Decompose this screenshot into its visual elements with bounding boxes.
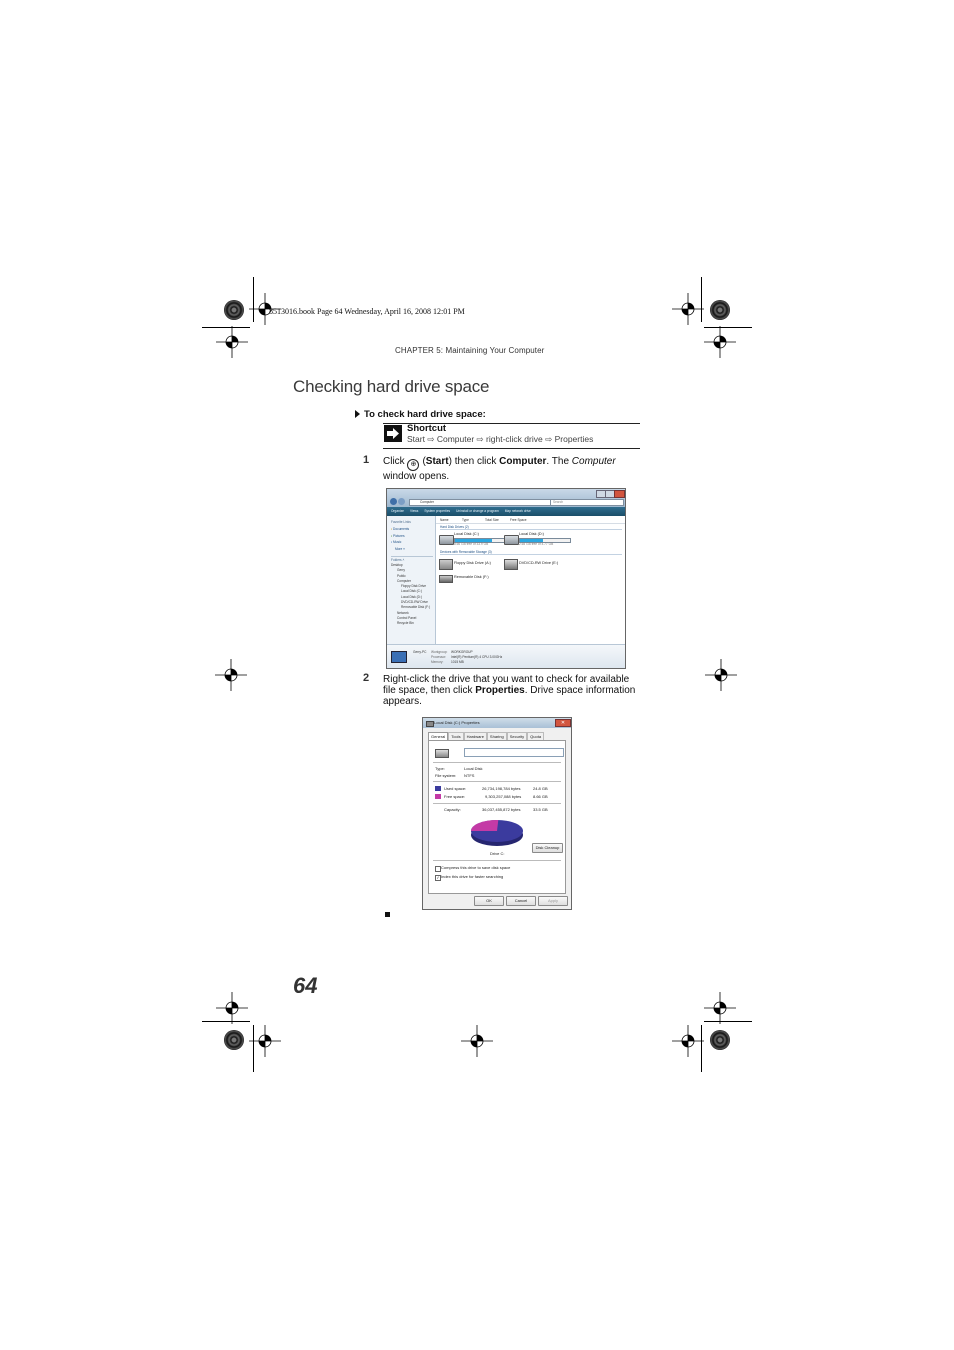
floppy-drive-name: Floppy Disk Drive (A:): [454, 561, 491, 565]
step-1-part: window opens.: [383, 471, 450, 482]
favorite-links-title: Favorite Links: [391, 520, 411, 524]
used-space-gb: 24.8 GB: [533, 786, 548, 791]
index-label: Index this drive for faster searching: [441, 874, 504, 879]
volume-label-input[interactable]: [464, 748, 564, 757]
explorer-toolbar: [387, 507, 625, 516]
processor-label: Processor:: [431, 655, 447, 659]
back-button[interactable]: [390, 498, 397, 505]
toolbar-map-network-drive[interactable]: Map network drive: [504, 509, 531, 513]
tree-item[interactable]: Computer: [397, 578, 411, 583]
search-placeholder: Search: [553, 500, 564, 504]
hard-drive-icon: [439, 535, 454, 545]
arrow-right-icon: [384, 425, 402, 442]
used-space-label: Used space:: [444, 786, 467, 791]
tab-quota[interactable]: Quota: [527, 732, 544, 740]
column-headers: [436, 518, 625, 524]
floppy-drive-icon: [439, 559, 453, 570]
tree-item[interactable]: Public: [397, 573, 406, 578]
content-pane: [436, 516, 625, 644]
removable-disk-name: Removable Disk (F:): [454, 575, 489, 579]
divider: [433, 803, 561, 804]
tree-item[interactable]: DVD/CD-RW Drive: [401, 600, 428, 605]
shortcut-step-computer: Computer: [436, 434, 475, 444]
shortcut-bottom-rule: [383, 448, 640, 449]
drive-d-detail: 2.65 GB free of 4.77 GB: [519, 542, 554, 546]
free-space-swatch: [435, 794, 441, 799]
drive-properties-screenshot: [422, 717, 572, 910]
disk-cleanup-button[interactable]: Disk Cleanup: [532, 843, 563, 853]
step-2-number: 2: [363, 672, 370, 684]
step-1-part-bold: Computer: [499, 456, 547, 467]
workgroup-value: WORKGROUP: [451, 650, 473, 654]
step-2-part: . Drive space information appears.: [383, 685, 636, 707]
workgroup-label: Workgroup:: [431, 650, 448, 654]
search-field[interactable]: [550, 499, 624, 506]
drive-item-d[interactable]: [504, 532, 574, 548]
step-1-part: (: [422, 456, 426, 467]
drive-label: Drive C:: [490, 851, 505, 856]
removable-disk-item[interactable]: [439, 572, 503, 584]
step-1-number: 1: [363, 454, 370, 466]
type-label: Type:: [435, 766, 445, 771]
divider: [433, 860, 561, 861]
dialog-titlebar: [423, 718, 571, 728]
procedure-heading: [355, 404, 486, 420]
used-space-swatch: [435, 786, 441, 791]
toolbar-views[interactable]: Views: [409, 509, 419, 513]
step-1-part-bold: Start: [425, 456, 449, 467]
pie-free-slice: [471, 820, 498, 831]
dialog-drive-icon: [426, 721, 434, 727]
drive-item-c[interactable]: [439, 532, 507, 548]
file-system-label: File system:: [435, 773, 457, 778]
memory-value: 1015 MB: [451, 660, 464, 664]
close-icon[interactable]: [614, 490, 625, 498]
shortcut-icon: [384, 425, 402, 442]
step-1-part: ) then click: [448, 456, 500, 467]
toolbar-system-properties[interactable]: System properties: [424, 509, 451, 513]
divider: [433, 762, 561, 763]
tree-item[interactable]: Local Disk (C:): [401, 589, 422, 594]
column-name[interactable]: Name: [440, 518, 449, 522]
removable-disk-icon: [439, 575, 453, 583]
dvd-drive-item[interactable]: [504, 558, 568, 570]
dialog-title: Local Disk (C:) Properties: [434, 720, 480, 725]
favorite-links-list: [391, 526, 409, 552]
capacity-label: Capacity:: [444, 807, 461, 812]
shortcut-path: [407, 434, 593, 445]
type-value: Local Disk: [464, 766, 483, 771]
column-type[interactable]: Type: [462, 518, 469, 522]
shortcut-arrow-2: ⇨: [476, 434, 484, 444]
favorite-link-documents[interactable]: ▪ Documents: [391, 527, 410, 531]
tree-item[interactable]: Local Disk (D:): [401, 594, 422, 599]
drive-c-detail: 8.66 GB free of 33.9 GB: [454, 542, 489, 546]
memory-label: Memory:: [431, 660, 444, 664]
free-space-bytes: 9,303,257,088 bytes: [485, 794, 522, 799]
processor-value: Intel(R) Pentium(R) 4 CPU 3.00GHz: [451, 655, 503, 659]
computer-window-screenshot: [386, 488, 626, 669]
windows-start-icon: ⊕: [407, 459, 419, 471]
tree-item[interactable]: Control Panel: [397, 615, 417, 620]
shortcut-step-start: Start: [407, 434, 425, 444]
group-removable-storage: Devices with Removable Storage (3): [440, 550, 622, 555]
file-system-value: NTFS: [464, 773, 475, 778]
pc-name: Gerry-PC: [413, 650, 427, 654]
forward-button[interactable]: [398, 498, 405, 505]
procedure-arrow-icon: [355, 410, 360, 418]
shortcut-title: Shortcut: [407, 423, 447, 434]
compress-label: Compress this drive to save disk space: [441, 865, 511, 870]
tree-item[interactable]: Desktop: [391, 563, 403, 567]
dialog-tabs: [428, 732, 544, 740]
tab-hardware[interactable]: Hardware: [464, 732, 487, 740]
tab-tools[interactable]: Tools: [448, 732, 463, 740]
window-controls: [596, 490, 623, 496]
capacity-bytes: 36,037,455,872 bytes: [482, 807, 521, 812]
favorite-link-pictures[interactable]: ▪ Pictures: [391, 533, 405, 538]
dvd-drive-name: DVD/CD-RW Drive (E:): [519, 561, 559, 565]
book-info-line: 8513016.book Page 64 Wednesday, April 16, 2008 12:01 PM: [269, 307, 465, 316]
divider: [433, 781, 561, 782]
capacity-gb: 33.5 GB: [533, 807, 548, 812]
tree-item[interactable]: Gerry: [397, 568, 405, 573]
disk-usage-pie: [467, 816, 527, 850]
page-number: 64: [293, 973, 318, 998]
running-header: CHAPTER 5: Maintaining Your Computer: [395, 346, 545, 355]
tree-item[interactable]: Floppy Disk Drive: [401, 584, 426, 589]
step-2-part: Right-click the drive that you want to check for available file space, then click: [383, 674, 630, 696]
procedure-heading-text: To check hard drive space:: [364, 409, 486, 420]
step-1-part: . The: [546, 456, 572, 467]
drive-icon: [435, 749, 449, 758]
tab-general[interactable]: General: [428, 732, 448, 740]
column-total-size[interactable]: Total Size: [485, 518, 499, 522]
free-space-gb: 8.66 GB: [533, 794, 548, 799]
drive-c-name: Local Disk (C:): [454, 532, 479, 536]
tab-security[interactable]: Security: [507, 732, 527, 740]
cancel-button[interactable]: Cancel: [506, 896, 536, 906]
hard-drive-icon: [504, 535, 519, 545]
shortcut-step-right-click: right-click drive: [486, 434, 543, 444]
end-marker: [385, 912, 390, 917]
general-tab-panel: [428, 740, 566, 894]
column-free-space[interactable]: Free Space: [510, 518, 527, 522]
tree-item[interactable]: Removable Disk (F:): [401, 605, 431, 610]
favorite-link-more[interactable]: More »: [395, 546, 405, 551]
step-2-part-bold: Properties: [475, 685, 525, 696]
apply-button[interactable]: Apply: [538, 896, 568, 906]
used-space-bytes: 26,734,198,784 bytes: [482, 786, 521, 791]
shortcut-arrow-3: ⇨: [545, 434, 553, 444]
group-hard-disk-drives: Hard Disk Drives (2): [440, 525, 622, 530]
address-bar-area: [387, 489, 625, 507]
navigation-pane: [387, 516, 436, 644]
toolbar-organize[interactable]: Organize: [391, 509, 404, 513]
address-text: Computer: [420, 500, 434, 504]
step-1-text: [383, 456, 640, 482]
step-2-text: [383, 674, 641, 707]
tree-item[interactable]: Recycle Bin: [397, 621, 414, 626]
step-1-part: Click: [383, 456, 408, 467]
dvd-drive-icon: [504, 559, 518, 570]
tree-item[interactable]: Network: [397, 610, 409, 615]
address-field[interactable]: [409, 499, 553, 506]
folder-tree: [391, 563, 430, 627]
step-1-part-italic: Computer: [571, 456, 616, 467]
floppy-drive-item[interactable]: [439, 558, 503, 570]
free-space-label: Free space:: [444, 794, 466, 799]
shortcut-arrow-1: ⇨: [427, 434, 435, 444]
details-pane: [387, 644, 625, 669]
toolbar-uninstall[interactable]: Uninstall or change a program: [456, 509, 499, 513]
ok-button[interactable]: OK: [474, 896, 504, 906]
close-icon[interactable]: ✕: [555, 719, 571, 727]
computer-icon: [391, 651, 407, 663]
shortcut-step-properties: Properties: [554, 434, 594, 444]
folders-title[interactable]: Folders ˄: [391, 556, 433, 562]
drive-d-name: Local Disk (D:): [519, 532, 544, 536]
tab-sharing[interactable]: Sharing: [487, 732, 507, 740]
index-checkbox[interactable]: ✓: [436, 875, 440, 880]
favorite-link-music[interactable]: ▪ Music: [391, 540, 402, 544]
section-title: Checking hard drive space: [293, 377, 490, 396]
